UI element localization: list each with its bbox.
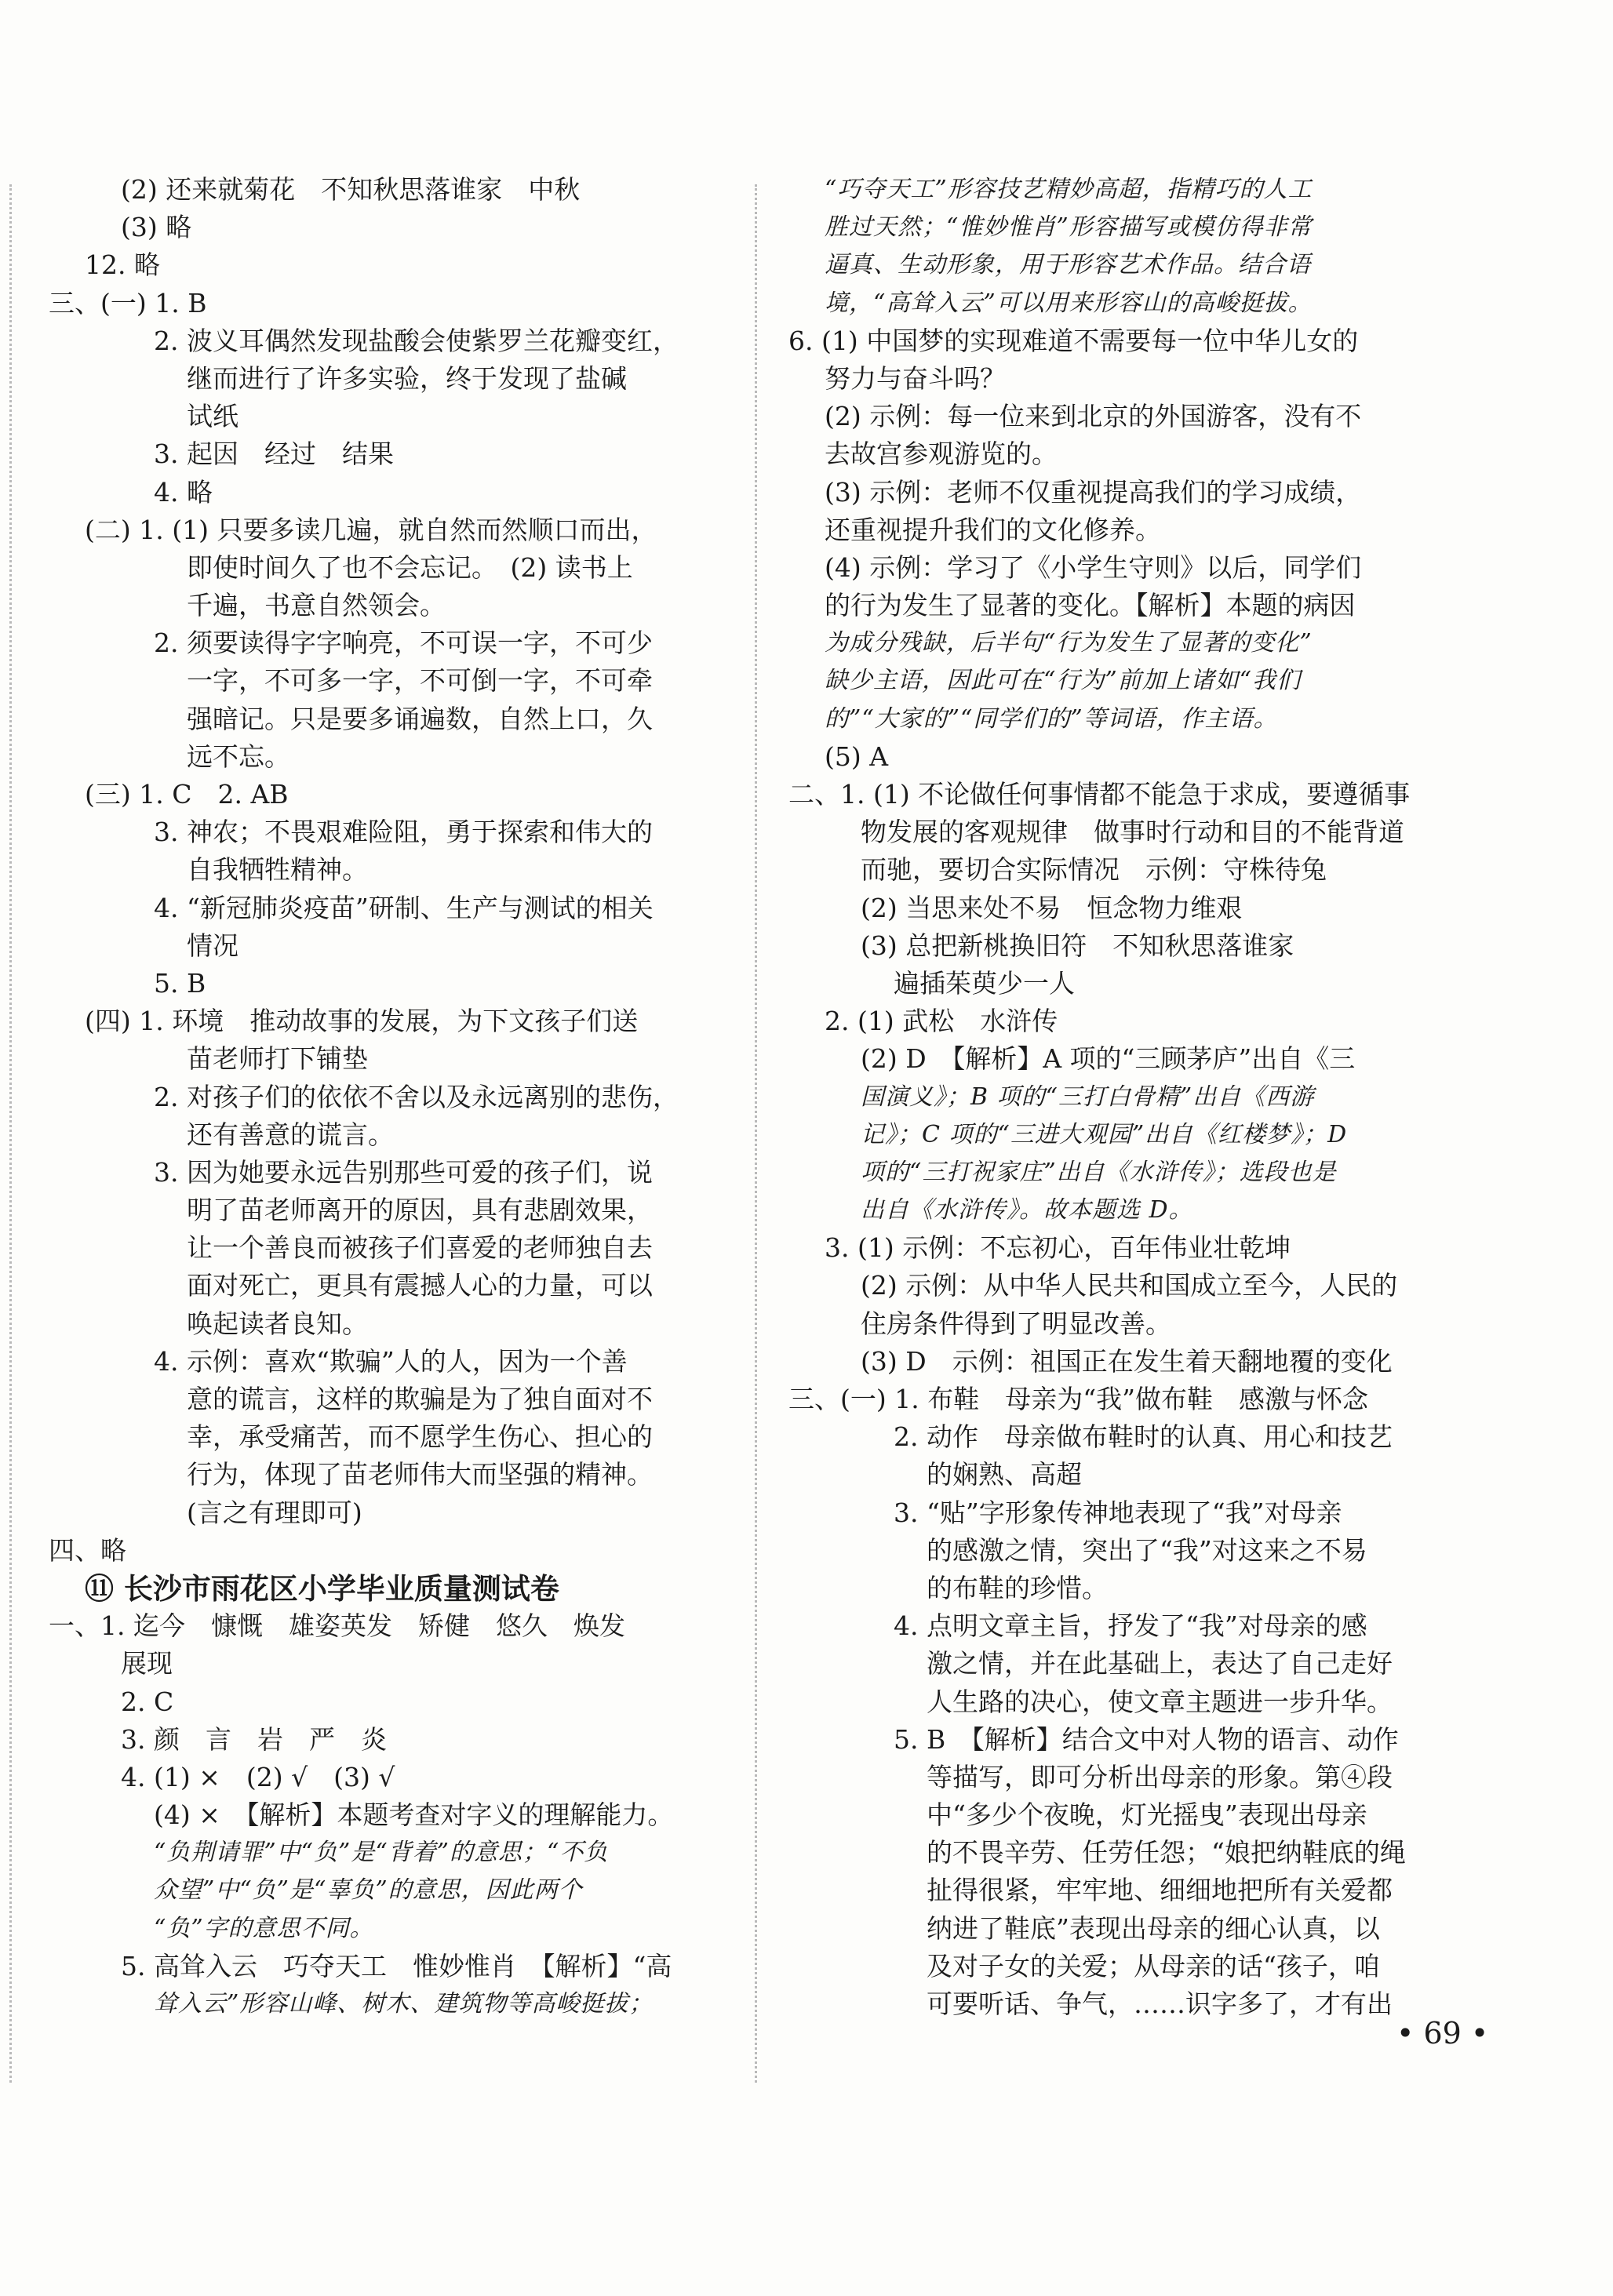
- answer-line: 等描写，即可分析出母亲的形象。第④段: [927, 1761, 1393, 1792]
- answer-line: “负荆请罪”中“负”是“背着”的意思；“不负: [154, 1839, 609, 1867]
- answer-line: (2) 还来就菊花 不知秋思落谁家 中秋: [121, 174, 581, 205]
- answer-line: 出自《水浒传》。故本题选 D。: [861, 1196, 1193, 1224]
- answer-line: 5. B: [154, 967, 206, 999]
- answer-line: (4) 示例：学习了《小学生守则》以后，同学们: [825, 551, 1362, 583]
- answer-line: 继而进行了许多实验，终于发现了盐碱: [187, 362, 627, 394]
- answer-line: 缺少主语，因此可在“行为”前加上诸如“我们: [825, 667, 1302, 695]
- answer-line: 2. 须要读得字字响亮，不可误一字，不可少: [154, 628, 653, 659]
- right-answer-column: [788, 171, 1479, 2023]
- answer-line: 4. “新冠肺炎疫苗”研制、生产与测试的相关: [154, 892, 654, 923]
- answer-line: 扯得很紧，牢牢地、细细地把所有关爱都: [927, 1875, 1393, 1906]
- answer-line: 努力与奋斗吗？: [825, 362, 1006, 394]
- answer-line: 3. 颜 言 岩 严 炎: [121, 1723, 387, 1755]
- answer-line: 2. 动作 母亲做布鞋时的认真、用心和技艺: [894, 1421, 1393, 1453]
- answer-line: (3) 总把新桃换旧符 不知秋思落谁家: [861, 930, 1294, 961]
- center-column-divider: [755, 184, 757, 2083]
- answer-line: (3) D 示例：祖国正在发生着天翻地覆的变化: [861, 1345, 1393, 1377]
- answer-line: 即使时间久了也不会忘记。 (2) 读书上: [187, 551, 633, 583]
- answer-line: 苗老师打下铺垫: [187, 1043, 368, 1075]
- answer-line: (四) 1. 环境 推动故事的发展，为下文孩子们送: [85, 1006, 639, 1037]
- answer-line: 还有善意的谎言。: [187, 1119, 394, 1150]
- answer-line: 2. C: [121, 1686, 174, 1717]
- answer-line: 行为，体现了苗老师伟大而坚强的精神。: [187, 1459, 653, 1490]
- answer-line: 的不畏辛劳、任劳任怨；“娘把纳鞋底的绳: [927, 1837, 1406, 1868]
- answer-line: 2. 对孩子们的依依不舍以及永远离别的悲伤，: [154, 1081, 679, 1112]
- answer-line: ⑪ 长沙市雨花区小学毕业质量测试卷: [85, 1570, 559, 1606]
- answer-line: 自我牺牲精神。: [187, 854, 368, 886]
- answer-line: 唤起读者良知。: [187, 1308, 368, 1339]
- answer-line: 为成分残缺，后半句“行为发生了显著的变化”: [825, 629, 1313, 657]
- answer-line: 一、1. 迄今 慷慨 雄姿英发 矫健 悠久 焕发: [49, 1610, 625, 1642]
- answer-line: 5. 高耸入云 巧夺天工 惟妙惟肖 【解析】“高: [121, 1950, 672, 1981]
- answer-line: 幸，承受痛苦，而不愿学生伤心、担心的: [187, 1421, 653, 1453]
- answer-line: 4. (1) × (2) √ (3) √: [121, 1761, 395, 1792]
- answer-line: 还重视提升我们的文化修养。: [825, 514, 1161, 545]
- answer-line: 人生路的决心，使文章主题进一步升华。: [927, 1686, 1393, 1717]
- answer-line: 项的“三打祝家庄”出自《水浒传》；选段也是: [861, 1158, 1337, 1186]
- page-number: • 69 •: [1396, 2016, 1489, 2050]
- answer-line: 面对死亡，更具有震撼人心的力量，可以: [187, 1270, 653, 1301]
- answer-line: 12. 略: [85, 249, 160, 281]
- answer-line: 二、1. (1) 不论做任何事情都不能急于求成，要遵循事: [788, 779, 1411, 810]
- answer-line: 3. 神农；不畏艰难险阻，勇于探索和伟大的: [154, 817, 653, 848]
- answer-line: 千遍，书意自然领会。: [187, 590, 446, 621]
- answer-line: “巧夺天工”形容技艺精妙高超，指精巧的人工: [825, 176, 1313, 203]
- answer-line: 的行为发生了显著的变化。【解析】本题的病因: [825, 590, 1356, 621]
- answer-line: 的布鞋的珍惜。: [927, 1572, 1108, 1603]
- answer-line: (2) 当思来处不易 恒念物力维艰: [861, 892, 1243, 923]
- answer-line: 3. 起因 经过 结果: [154, 438, 394, 470]
- answer-line: (4) × 【解析】本题考查对字义的理解能力。: [154, 1799, 674, 1831]
- answer-line: 5. B 【解析】结合文中对人物的语言、动作: [894, 1723, 1399, 1755]
- answer-line: (5) A: [825, 740, 889, 772]
- answer-line: 记》；C 项的“三进大观园”出自《红楼梦》；D: [861, 1120, 1348, 1148]
- answer-line: (三) 1. C 2. AB: [85, 779, 289, 810]
- answer-line: 三、(一) 1. B: [49, 287, 207, 318]
- answer-line: 的感激之情，突出了“我”对这来之不易: [927, 1534, 1367, 1566]
- answer-line: 可要听话、争气，……识字多了，才有出: [927, 1989, 1393, 2019]
- left-margin-divider: [9, 184, 12, 2083]
- answer-line: 4. 示例：喜欢“欺骗”人的人，因为一个善: [154, 1345, 628, 1377]
- answer-line: 一字，不可多一字，不可倒一字，不可牵: [187, 665, 653, 697]
- answer-line: 境，“高耸入云”可以用来形容山的高峻挺拔。: [825, 289, 1313, 317]
- answer-line: 而驰，要切合实际情况 示例：守株待兔: [861, 854, 1327, 886]
- answer-line: 试纸: [187, 401, 238, 432]
- answer-line: 纳进了鞋底”表现出母亲的细心认真，以: [927, 1912, 1380, 1944]
- answer-line: 4. 点明文章主旨，抒发了“我”对母亲的感: [894, 1610, 1367, 1642]
- answer-line: (2) 示例：每一位来到北京的外国游客，没有不: [825, 401, 1362, 432]
- answer-line: 中“多少个夜晚，灯光摇曳”表现出母亲: [927, 1799, 1367, 1831]
- answer-line: 耸入云”形容山峰、树木、建筑物等高峻挺拔；: [154, 1990, 654, 2018]
- answer-line: 明了苗老师离开的原因，具有悲剧效果，: [187, 1195, 653, 1226]
- answer-line: 国演义》；B 项的“三打白骨精”出自《西游: [861, 1083, 1315, 1111]
- answer-line: 住房条件得到了明显改善。: [861, 1308, 1171, 1339]
- answer-line: (2) 示例：从中华人民共和国成立至今，人民的: [861, 1270, 1398, 1301]
- answer-line: 激之情，并在此基础上，表达了自己走好: [927, 1648, 1393, 1679]
- answer-line: 意的谎言，这样的欺骗是为了独自面对不: [187, 1384, 653, 1414]
- answer-line: 3. “贴”字形象传神地表现了“我”对母亲: [894, 1497, 1342, 1528]
- answer-line: 6. (1) 中国梦的实现难道不需要每一位中华儿女的: [788, 325, 1359, 356]
- answer-line: (3) 略: [121, 212, 192, 243]
- answer-line: (2) D 【解析】A 项的“三顾茅庐”出自《三: [861, 1043, 1356, 1075]
- answer-line: 四、略: [49, 1534, 126, 1566]
- answer-line: 强暗记。只是要多诵遍数，自然上口，久: [187, 703, 653, 734]
- answer-line: 胜过天然；“惟妙惟肖”形容描写或模仿得非常: [825, 213, 1313, 242]
- answer-line: (言之有理即可): [187, 1497, 362, 1528]
- answer-line: 众望”中“负”是“辜负”的意思，因此两个: [154, 1876, 583, 1905]
- answer-line: 情况: [187, 930, 238, 961]
- answer-line: 逼真、生动形象，用于形容艺术作品。结合语: [825, 251, 1311, 279]
- answer-line: 遍插茱萸少一人: [894, 967, 1075, 999]
- answer-line: (二) 1. (1) 只要多读几遍，就自然而然顺口而出，: [85, 514, 657, 545]
- answer-line: 3. (1) 示例：不忘初心，百年伟业壮乾坤: [825, 1232, 1291, 1264]
- answer-line: 三、(一) 1. 布鞋 母亲为“我”做布鞋 感激与怀念: [788, 1384, 1368, 1414]
- answer-line: 及对子女的关爱；从母亲的话“孩子，咱: [927, 1950, 1380, 1981]
- answer-line: 物发展的客观规律 做事时行动和目的不能背道: [861, 817, 1404, 848]
- answer-line: (3) 示例：老师不仅重视提高我们的学习成绩，: [825, 476, 1362, 508]
- answer-line: 的”“大家的”“同学们的”等词语，作主语。: [825, 704, 1278, 733]
- answer-line: 3. 因为她要永远告别那些可爱的孩子们，说: [154, 1156, 653, 1188]
- answer-line: 展现: [121, 1648, 173, 1679]
- answer-line: 的娴熟、高超: [927, 1459, 1082, 1490]
- answer-line: 让一个善良而被孩子们喜爱的老师独自去: [187, 1232, 653, 1264]
- answer-line: 去故宫参观游览的。: [825, 438, 1058, 470]
- answer-line: 2. (1) 武松 水浒传: [825, 1006, 1058, 1037]
- answer-line: 远不忘。: [187, 740, 290, 772]
- left-answer-column: [49, 171, 739, 2023]
- answer-line: 2. 波义耳偶然发现盐酸会使紫罗兰花瓣变红，: [154, 325, 679, 356]
- answer-line: “负”字的意思不同。: [154, 1914, 374, 1942]
- answer-line: 4. 略: [154, 476, 213, 508]
